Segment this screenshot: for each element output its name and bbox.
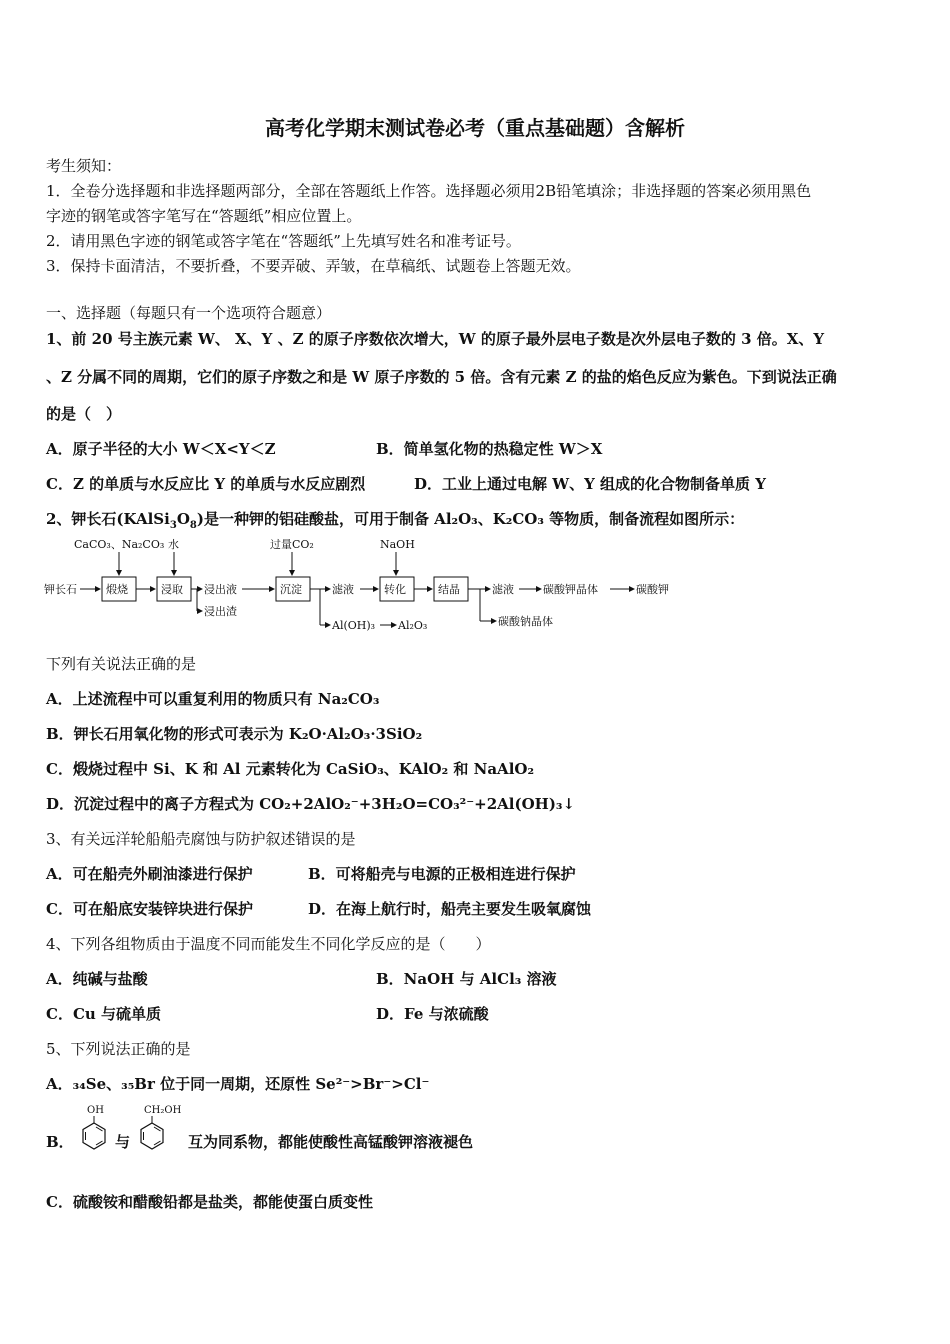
notice-heading: 考生须知： [46, 157, 122, 175]
flow-out1: 浸出液 [204, 583, 237, 596]
flow-reagent1: CaCO₃、Na₂CO₃ [74, 538, 165, 551]
flow-box3-label: 沉淀 [280, 583, 302, 596]
q1-stem-line: 的是（ ） [46, 405, 122, 423]
q2-stem [46, 508, 744, 531]
flow-out2: 滤液 [332, 583, 354, 596]
q2-stem-sub: 8 [189, 520, 197, 531]
q5-option-c: C．硫酸铵和醋酸铅都是盐类，都能使蛋白质变性 [46, 1193, 373, 1211]
flow-reagent1b: 水 [168, 538, 179, 551]
flow-out3: 滤液 [492, 583, 514, 596]
q3-option-c: C．可在船底安装锌块进行保护 [46, 900, 253, 918]
flow-start: 钾长石 [44, 583, 77, 596]
flow-reagent2: 过量CO₂ [270, 538, 314, 551]
q5-option-b-and: 与 [115, 1133, 131, 1151]
q3-stem: 3、有关远洋轮船船壳腐蚀与防护叙述错误的是 [46, 830, 356, 848]
flow-out5: 碳酸钾 [636, 583, 669, 596]
q3-option-d: D．在海上航行时，船壳主要发生吸氧腐蚀 [308, 900, 592, 918]
q5-option-b-label: B． [46, 1133, 74, 1151]
flow-box5-label: 结晶 [438, 583, 460, 596]
notice-item: 3．保持卡面清洁，不要折叠，不要弄破、弄皱，在草稿纸、试题卷上答题无效。 [46, 257, 581, 275]
q2-lead: 下列有关说法正确的是 [46, 655, 197, 673]
q2-stem-sub: 3 [169, 520, 177, 531]
q1-stem-line: 、Z 分属不同的周期，它们的原子序数之和是 W 原子序数的 5 倍。含有元素 Z 的盐的焰色反应为紫色。下到说法正确 [46, 368, 837, 386]
flow-box2-label: 浸取 [161, 583, 183, 596]
page-title: 高考化学期末测试卷必考（重点基础题）含解析 [265, 116, 685, 140]
q2-option-a: A．上述流程中可以重复利用的物质只有 Na₂CO₃ [46, 690, 380, 708]
q2-stem-text: )是一种钾的铝硅酸盐，可用于制备 Al₂O₃、K₂CO₃ 等物质，制备流程如图所示： [196, 510, 745, 528]
q2-stem-text: O [176, 510, 190, 528]
flow-reagent3: NaOH [380, 538, 415, 551]
flow-out6: 碳酸钠晶体 [498, 615, 553, 628]
phenol-structure [74, 1103, 114, 1155]
q4-stem: 4、下列各组物质由于温度不同而能发生不同化学反应的是（ ） [46, 935, 491, 953]
q5-option-a: A．₃₄Se、₃₅Br 位于同一周期，还原性 Se²⁻>Br⁻>Cl⁻ [46, 1075, 430, 1093]
q3-option-a: A．可在船壳外刷油漆进行保护 [46, 865, 253, 883]
notice-item: 字迹的钢笔或答字笔写在“答题纸”相应位置上。 [46, 207, 362, 225]
flow-out1b: 浸出渣 [204, 605, 237, 618]
benzyl-ch2oh-label: CH₂OH [144, 1105, 182, 1116]
section-heading: 一、选择题（每题只有一个选项符合题意） [46, 304, 332, 322]
q4-option-b: B．NaOH 与 AlCl₃ 溶液 [376, 970, 557, 988]
q2-option-d: D．沉淀过程中的离子方程式为 CO₂+2AlO₂⁻+3H₂O=CO₃²⁻+2Al(OH)₃↓ [46, 795, 576, 813]
flow-box4-label: 转化 [384, 583, 406, 596]
q5-stem: 5、下列说法正确的是 [46, 1040, 191, 1058]
notice-item: 1．全卷分选择题和非选择题两部分，全部在答题纸上作答。选择题必须用2B铅笔填涂；非选择题的答案必须用黑色 [46, 182, 812, 200]
flow-box1-label: 煅烧 [106, 583, 128, 596]
q4-option-c: C．Cu 与硫单质 [46, 1005, 162, 1023]
q1-stem-line: 1、前 20 号主族元素 W、 X、Y 、Z 的原子序数依次增大，W 的原子最外层电子数是次外层电子数的 3 倍。X、Y [46, 330, 825, 348]
benzyl-alcohol-structure [132, 1103, 190, 1155]
q5-option-b-text: 互为同系物，都能使酸性高锰酸钾溶液褪色 [188, 1133, 474, 1151]
flow-out4: 碳酸钾晶体 [543, 583, 598, 596]
q2-option-b: B．钾长石用氧化物的形式可表示为 K₂O·Al₂O₃·3SiO₂ [46, 725, 423, 743]
q1-option-b: B．简单氢化物的热稳定性 W＞X [376, 440, 603, 458]
q2-option-c: C．煅烧过程中 Si、K 和 Al 元素转化为 CaSiO₃、KAlO₂ 和 NaAlO₂ [46, 760, 535, 778]
q1-option-a: A．原子半径的大小 W＜X<Y＜Z [46, 440, 276, 458]
notice-item: 2．请用黑色字迹的钢笔或答字笔在“答题纸”上先填写姓名和准考证号。 [46, 232, 521, 250]
q3-option-b: B．可将船壳与电源的正极相连进行保护 [308, 865, 576, 883]
process-flow-diagram [44, 535, 684, 635]
flow-out2c: Al₂O₃ [398, 619, 428, 632]
phenol-oh-label: OH [87, 1105, 104, 1116]
q1-option-d: D．工业上通过电解 W、Y 组成的化合物制备单质 Y [414, 475, 766, 493]
q4-option-a: A．纯碱与盐酸 [46, 970, 148, 988]
flow-out2b: Al(OH)₃ [332, 619, 376, 632]
q4-option-d: D．Fe 与浓硫酸 [376, 1005, 489, 1023]
q1-option-c: C．Z 的单质与水反应比 Y 的单质与水反应剧烈 [46, 475, 366, 493]
q2-stem-text: 2、钾长石(KAlSi [46, 510, 170, 528]
